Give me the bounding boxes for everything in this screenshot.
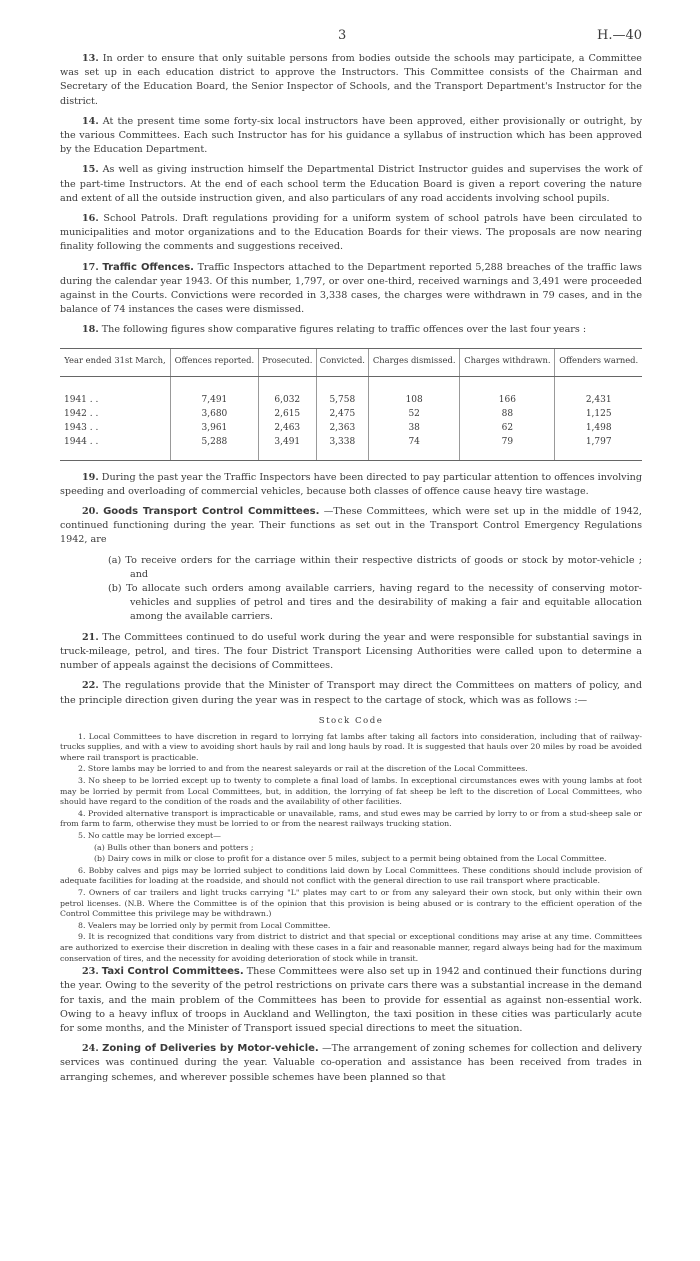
stock-code-item: 4. Provided alternative transport is impracticable or unavailable, rams, and stud ewes may be carried by lorry to or from a stud-sheep sale or from farm to farm, otherwise they must be lorried to or from the nearest railways trucking station. xyxy=(60,808,642,829)
paragraph xyxy=(60,1042,642,1085)
stock-code-item: 2. Store lambs may be lorried to and from the nearest saleyards or rail at the discretion of the Local Committees. xyxy=(78,764,528,774)
paragraph-number: 15. xyxy=(82,164,99,176)
stock-code-item: 3. No sheep to be lorried except up to twenty to complete a final load of lambs. In exceptional circumstances ewes with young lambs at foot may be lorried by permit from Local Committees, but, in addition, the lorrying of fat sheep be left to the discretion of Local Committees, who should have regard to the condition of the roads and the availability of other facilities. xyxy=(60,776,642,807)
table-cell xyxy=(170,376,258,393)
table-cell: 2,363 xyxy=(316,421,368,435)
table-cell: 2,431 xyxy=(555,393,642,407)
table-spacer-row xyxy=(60,376,642,393)
table-row xyxy=(60,393,642,407)
table-row xyxy=(60,435,642,461)
table-cell: 5,288 xyxy=(170,435,258,461)
paragraph-number: 24. xyxy=(82,1043,99,1055)
table-cell: 1,125 xyxy=(555,407,642,421)
paragraph xyxy=(60,52,642,109)
column-header: Convicted. xyxy=(316,348,368,376)
table-header-row xyxy=(60,348,642,376)
paragraph-text: —The arrangement of zoning schemes for collection and delivery services was continued during the year. Valuable co-operation and assistance has been received from trades in arranging schemes, and wherever possible schemes have been planned so that xyxy=(60,1043,642,1083)
table-cell: 108 xyxy=(369,393,460,407)
table-cell xyxy=(316,376,368,393)
paragraph-text: These Committees were also set up in 1942 and continued their functions during the year. Owing to the severity of the petrol restrictions on private cars there was a substantial increase in the demand for taxis, and the main problem of the Committees has been to provide for essential as against non-essential work. Owing to a heavy influx of troops in Auckland and Wellington, the taxi position in these cities was particularly acute for some months, and the Minister of Transport issued special directions to meet the situation. xyxy=(60,966,642,1034)
paragraph-heading: Taxi Control Committees. xyxy=(101,966,244,978)
paragraph-text: —These Committees, which were set up in the middle of 1942, continued functioning during the year. Their functions as set out in the Transport Control Emergency Regulations 1942, are xyxy=(60,506,642,546)
table-cell: 3,491 xyxy=(258,435,316,461)
paragraphs-section-b xyxy=(60,471,642,548)
table-cell: 3,961 xyxy=(170,421,258,435)
paragraph xyxy=(60,115,642,158)
paragraph-text: In order to ensure that only suitable persons from bodies outside the schools may participate, a Committee was set up in each education district to approve the Instructors. This Committee consists of the Chairman and Secretary of the Education Board, the Senior Inspector of Schools, and the Transport Department's Instructor for the district. xyxy=(60,53,642,107)
traffic-offences-table xyxy=(60,348,642,461)
paragraph-number: 19. xyxy=(82,471,99,483)
paragraph xyxy=(60,965,642,1036)
table-cell xyxy=(555,376,642,393)
paragraph-text: Traffic Inspectors attached to the Department reported 5,288 breaches of the traffic laws during the calendar year 1943. Of this number, 1,797, or over one-third, received warnings and 3,491 were proceeded against in the Courts. Convictions were recorded in 3,338 cases, the charges were withdrawn in 79 cases, and in the balance of 74 instances the cases were dismissed. xyxy=(60,261,642,316)
column-header: Prosecuted. xyxy=(258,348,316,376)
table-row xyxy=(60,421,642,435)
paragraph xyxy=(60,679,642,707)
table-cell: 2,475 xyxy=(316,407,368,421)
paragraph-text: The following figures show comparative figures relating to traffic offences over the last four years : xyxy=(101,324,587,336)
paragraph-number: 13. xyxy=(82,53,99,64)
page-header xyxy=(60,28,642,52)
stock-code-item: 8. Vealers may be lorried only by permit from Local Committee. xyxy=(78,920,331,930)
paragraph xyxy=(60,163,642,206)
paragraph-number: 17. xyxy=(82,261,99,273)
committee-functions-list xyxy=(60,554,642,625)
paragraph-heading: Zoning of Deliveries by Motor-vehicle. xyxy=(102,1043,319,1055)
stock-code-item: 6. Bobby calves and pigs may be lorried subject to conditions laid down by Local Committees. These conditions should include provision of adequate facilities for loading at the roadside, and should not conflict with the general direction to use rail transport where practicable. xyxy=(60,865,642,886)
table-cell: 1943 . . xyxy=(64,422,99,433)
column-header: Year ended 31st March, xyxy=(60,348,170,376)
table-row xyxy=(60,407,642,421)
paragraph-number: 14. xyxy=(82,115,99,127)
table-cell xyxy=(60,376,170,393)
document-page xyxy=(60,28,642,1091)
paragraph-heading: Goods Transport Control Committees. xyxy=(103,506,320,518)
document-reference: H.—40 xyxy=(596,28,642,43)
table-cell: 38 xyxy=(369,421,460,435)
stock-code-item: (b) Dairy cows in milk or close to profit for a distance over 5 miles, subject to a permit being obtained from the Local Committee. xyxy=(94,854,607,864)
table-cell: 166 xyxy=(460,393,555,407)
paragraph-text: The Committees continued to do useful work during the year and were responsible for substantial savings in truck-mileage, petrol, and tires. The four District Transport Licensing Authorities were called upon to determine a number of appeals against the decisions of Committees. xyxy=(60,631,642,672)
paragraph-number: 20. xyxy=(82,506,99,518)
table-cell xyxy=(369,376,460,393)
paragraph-number: 16. xyxy=(82,213,99,225)
list-item: (a) To receive orders for the carriage within their respective districts of goods or stock by motor-vehicle ; and xyxy=(108,554,642,580)
column-header: Offences reported. xyxy=(170,348,258,376)
column-header: Offenders warned. xyxy=(555,348,642,376)
paragraphs-section-d xyxy=(60,965,642,1085)
table-cell: 79 xyxy=(460,435,555,461)
paragraph xyxy=(60,471,642,499)
paragraph-text: At the present time some forty-six local instructors have been approved, either provisionally or outright, by the various Committees. Each such Instructor has for his guidance a syllabus of instruction which has been approved by the Education Department. xyxy=(60,115,642,156)
table-cell: 74 xyxy=(369,435,460,461)
paragraph xyxy=(60,505,642,548)
paragraph-text: As well as giving instruction himself the Departmental District Instructor guides and supervises the work of the part-time Instructors. At the end of each school term the Education Board is given a report covering the nature and extent of all the outside instruction given, and also particulars of any road accidents involving school pupils. xyxy=(60,164,642,204)
table-cell: 5,758 xyxy=(316,393,368,407)
stock-code-item: 1. Local Committees to have discretion in regard to lorrying fat lambs after taking all factors into consideration, including that of railway-trucks supplies, and with a view to avoiding short hauls by rail and long hauls by road. It is suggested that hauls over 20 miles by road be avoided where rail transport is practicable. xyxy=(60,731,642,762)
paragraph-number: 18. xyxy=(82,324,99,336)
paragraph-heading: Traffic Offences. xyxy=(102,261,194,273)
paragraphs-section-c xyxy=(60,631,642,708)
paragraph-number: 22. xyxy=(82,680,99,692)
table-cell: 1944 . . xyxy=(60,435,170,461)
paragraph-text: The regulations provide that the Minister of Transport may direct the Committees on matters of policy, and the principle direction given during the year was in respect to the cartage of stock, which was as follows :— xyxy=(60,680,642,706)
table-cell: 7,491 xyxy=(170,393,258,407)
stock-code-item: 5. No cattle may be lorried except— xyxy=(78,831,221,841)
table-cell: 2,615 xyxy=(258,407,316,421)
table-cell: 88 xyxy=(460,407,555,421)
paragraphs-section-a xyxy=(60,52,642,338)
table-cell: 1,498 xyxy=(555,421,642,435)
table-cell: 1942 . . xyxy=(64,408,99,419)
paragraph xyxy=(60,212,642,255)
paragraph xyxy=(60,261,642,318)
paragraph xyxy=(60,631,642,674)
table-cell xyxy=(258,376,316,393)
table-cell: 1,797 xyxy=(555,435,642,461)
table-cell xyxy=(460,376,555,393)
paragraph-text: During the past year the Traffic Inspectors have been directed to pay particular attention to offences involving speeding and overloading of commercial vehicles, because both classes of offence cause heavy tire wastage. xyxy=(60,471,642,497)
table-cell: 6,032 xyxy=(258,393,316,407)
stock-code-item: 9. It is recognized that conditions vary from district to district and that special or exceptional conditions may arise at any time. Committees are authorized to exercise their discretion in dealing with these cases in a fair and reasonable manner, regard always being had for the maximum conservation of tires, and the necessity for avoiding deterioration of stock while in transit. xyxy=(60,932,642,963)
paragraph-number: 21. xyxy=(82,631,99,643)
table-cell: 3,680 xyxy=(170,407,258,421)
column-header: Charges withdrawn. xyxy=(460,348,555,376)
table-cell: 3,338 xyxy=(316,435,368,461)
table-cell: 1941 . . xyxy=(64,394,99,405)
table-body xyxy=(60,376,642,460)
paragraph xyxy=(60,323,642,337)
paragraph-number: 23. xyxy=(82,966,99,978)
table-cell: 52 xyxy=(369,407,460,421)
table-cell: 2,463 xyxy=(258,421,316,435)
stock-code-item: (a) Bulls other than boners and potters ; xyxy=(94,842,254,852)
stock-code-title: Stock Code xyxy=(318,715,384,726)
column-header: Charges dismissed. xyxy=(369,348,460,376)
stock-code xyxy=(60,732,642,964)
paragraph-text: School Patrols. Draft regulations providing for a uniform system of school patrols have been circulated to municipalities and motor organizations and to the Education Boards for their views. The proposals are now nearing finality following the comments and suggestions received. xyxy=(60,213,642,253)
table-cell: 62 xyxy=(460,421,555,435)
stock-code-item: 7. Owners of car trailers and light trucks carrying "L" plates may cart to or from any saleyard their own stock, but only within their own petrol licenses. (N.B. Where the Committee is of the opinion that this provision is being abused or is contrary to the efficient operation of the Control Committee this privilege may be withdrawn.) xyxy=(60,888,642,919)
page-number: 3 xyxy=(338,28,347,43)
list-item: (b) To allocate such orders among available carriers, having regard to the necessity of conserving motor-vehicles and supplies of petrol and tires and the desirability of making a fair and equitable allocation among the available carriers. xyxy=(108,583,642,623)
